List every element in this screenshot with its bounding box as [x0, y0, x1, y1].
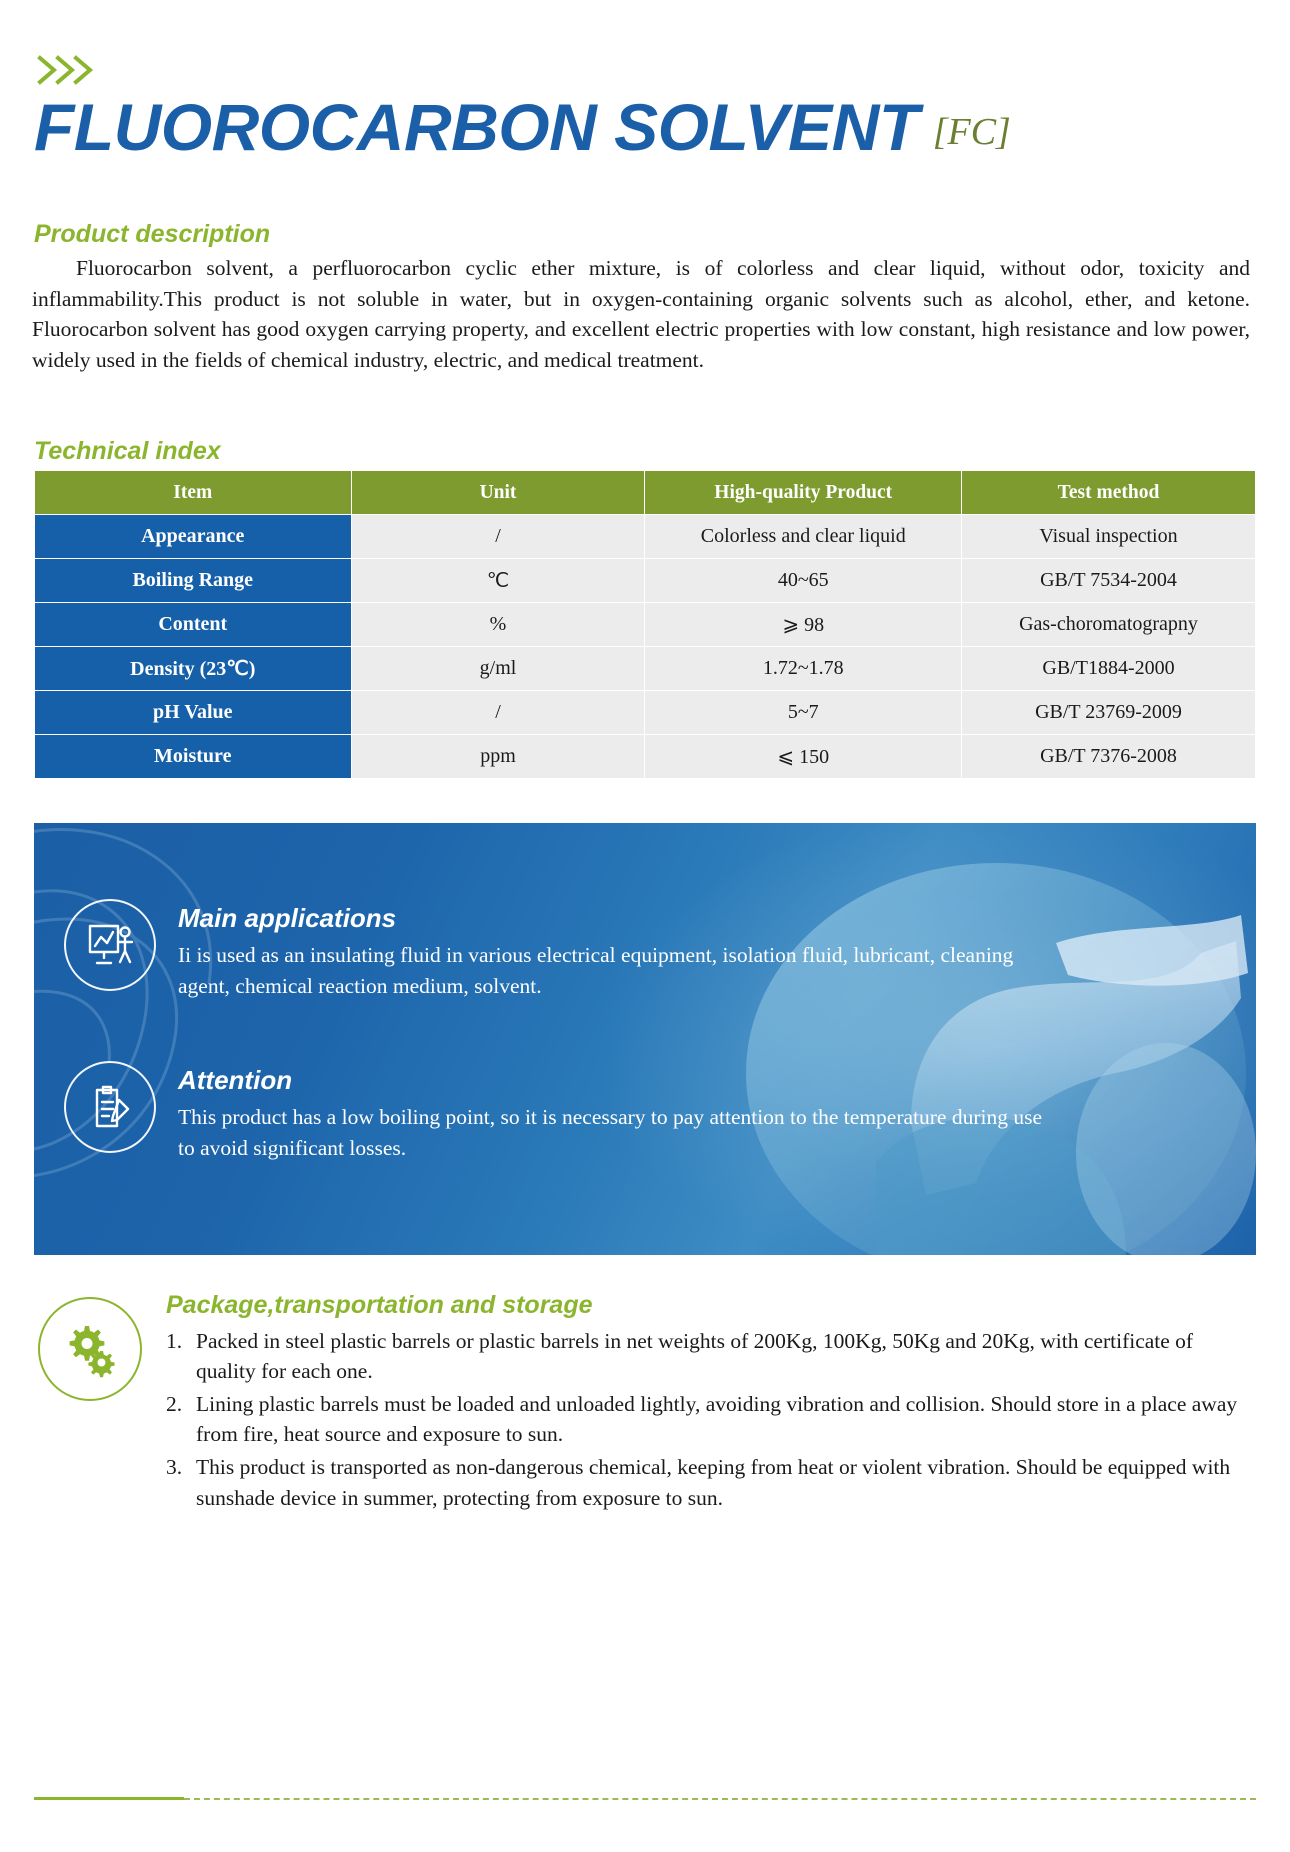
package-heading: Package,transportation and storage [166, 1291, 593, 1320]
cell-product: 40~65 [645, 559, 961, 602]
column-header-unit: Unit [352, 471, 645, 514]
cell-test-method: Gas-choromatograpny [962, 603, 1255, 646]
cell-unit: ppm [352, 735, 645, 778]
cell-product: 5~7 [645, 691, 961, 734]
applications-panel [34, 823, 1256, 1255]
cell-unit: g/ml [352, 647, 645, 690]
cell-test-method: GB/T 7534-2004 [962, 559, 1255, 602]
attention-title: Attention [178, 1065, 293, 1096]
list-item [166, 1389, 1250, 1449]
main-applications-block [34, 823, 1256, 1001]
cell-item: pH Value [35, 691, 351, 734]
cell-test-method: Visual inspection [962, 515, 1255, 558]
table-row [35, 515, 1255, 558]
technical-index-heading: Technical index [34, 437, 221, 466]
column-header-test-method: Test method [962, 471, 1255, 514]
cell-item: Appearance [35, 515, 351, 558]
cell-test-method: GB/T 7376-2008 [962, 735, 1255, 778]
main-applications-title: Main applications [178, 903, 397, 934]
footer-divider-dashed [184, 1798, 1256, 1800]
clipboard-pencil-icon [64, 1061, 156, 1153]
page-header [0, 0, 1290, 164]
cell-unit: / [352, 691, 645, 734]
list-item-number: 2. [166, 1392, 183, 1417]
cell-item: Density (23℃) [35, 647, 351, 690]
column-header-product: High-quality Product [645, 471, 961, 514]
presentation-person-icon [64, 899, 156, 991]
cell-item: Content [35, 603, 351, 646]
technical-index-table-wrapper [34, 470, 1256, 779]
list-item-text: Lining plastic barrels must be loaded and unloaded lightly, avoiding vibration and collision. Should store in a place away from fire, heat source and exposure to sun. [196, 1392, 1238, 1447]
page-title-suffix: [FC] [932, 111, 1011, 153]
technical-index-table [34, 470, 1256, 779]
package-list [166, 1326, 1250, 1513]
list-item-text: This product is transported as non-dangerous chemical, keeping from heat or violent vibration. Should be equipped with sunshade device in summer, protecting from exposure to sun. [196, 1455, 1231, 1510]
title-row [34, 90, 1290, 164]
product-description-heading: Product description [34, 220, 271, 248]
list-item-number: 3. [166, 1455, 183, 1480]
package-transport-storage-block [38, 1291, 1250, 1516]
list-item-text: Packed in steel plastic barrels or plastic barrels in net weights of 200Kg, 100Kg, 50Kg and 20Kg, with certificate of quality for each one. [196, 1329, 1194, 1384]
cell-product: ⩽ 150 [645, 735, 961, 778]
footer-divider-solid [34, 1797, 184, 1800]
cell-item: Moisture [35, 735, 351, 778]
table-row [35, 603, 1255, 646]
table-row [35, 735, 1255, 778]
table-row [35, 559, 1255, 602]
cell-item: Boiling Range [35, 559, 351, 602]
footer-divider [34, 1797, 1256, 1800]
cell-product: 1.72~1.78 [645, 647, 961, 690]
cell-unit: / [352, 515, 645, 558]
list-item [166, 1452, 1250, 1512]
list-item-number: 1. [166, 1329, 183, 1354]
cell-unit: ℃ [352, 559, 645, 602]
table-header-row [35, 471, 1255, 514]
main-applications-text: Ii is used as an insulating fluid in various electrical equipment, isolation fluid, lubricant, cleaning agent, chemical reaction medium, solvent. [178, 943, 1014, 998]
column-header-item: Item [35, 471, 351, 514]
page-title: FLUOROCARBON SOLVENT [34, 90, 919, 164]
cell-test-method: GB/T 23769-2009 [962, 691, 1255, 734]
gears-icon [38, 1297, 142, 1401]
table-row [35, 691, 1255, 734]
cell-unit: % [352, 603, 645, 646]
attention-text: This product has a low boiling point, so it is necessary to pay attention to the temperature during use to avoid significant losses. [178, 1105, 1042, 1160]
cell-test-method: GB/T1884-2000 [962, 647, 1255, 690]
attention-block [34, 1001, 1256, 1163]
cell-product: Colorless and clear liquid [645, 515, 961, 558]
table-row [35, 647, 1255, 690]
list-item [166, 1326, 1250, 1386]
product-description-text: Fluorocarbon solvent, a perfluorocarbon cyclic ether mixture, is of colorless and clear liquid, without odor, toxicity and inflammability.This product is not soluble in water, but in oxygen-containing organic solvents such as alcohol, ether, and ketone. Fluorocarbon solvent has good oxygen carrying property, and excellent electric properties with low constant, high resistance and low power, widely used in the fields of chemical industry, electric, and medical treatment. [32, 256, 1250, 372]
cell-product: ⩾ 98 [645, 603, 961, 646]
double-chevron-right-icon [34, 52, 1290, 88]
